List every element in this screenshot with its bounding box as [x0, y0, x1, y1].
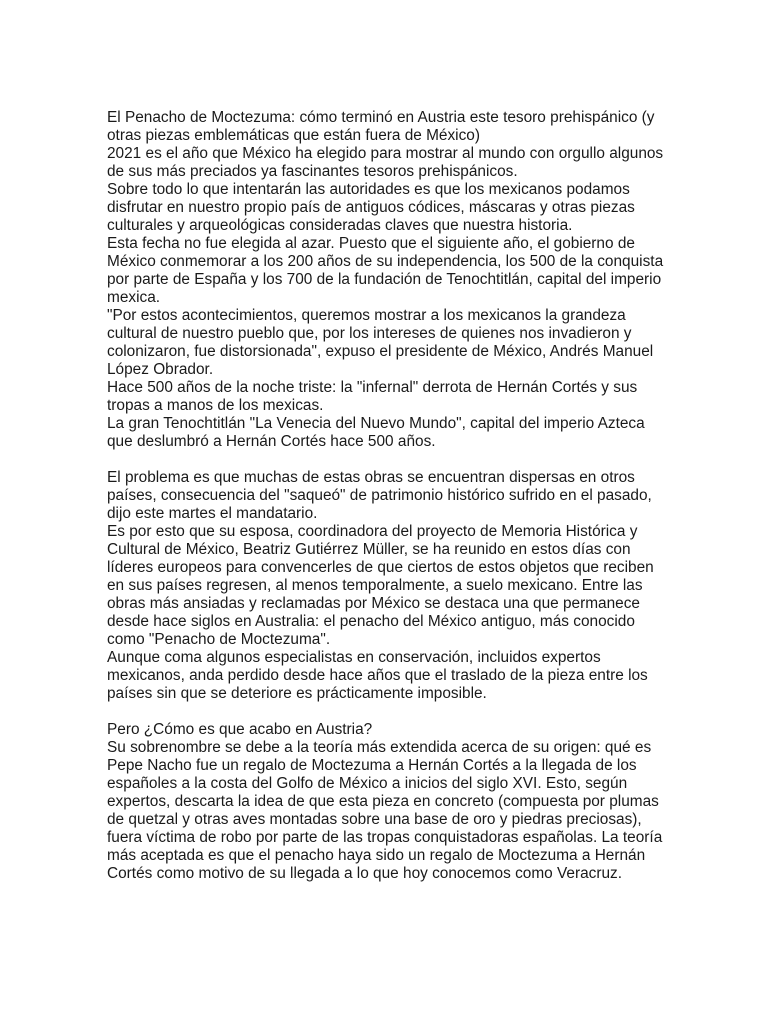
- text-line: de quetzal y otras aves montadas sobre una base de oro y piedras preciosas),: [107, 811, 642, 828]
- text-line: países, consecuencia del "saqueó" de patrimonio histórico sufrido en el pasado,: [107, 487, 652, 504]
- text-line: en sus países regresen, al menos temporalmente, a suelo mexicano. Entre las: [107, 577, 643, 594]
- paragraph-gap: [107, 703, 655, 721]
- paragraph-gap: [107, 451, 655, 469]
- document-title: [107, 109, 655, 145]
- text-line: El problema es que muchas de estas obras se encuentran dispersas en otros: [107, 469, 635, 486]
- text-line: desde hace siglos en Australia: el penacho del México antiguo, más conocido: [107, 613, 635, 630]
- text-line: mexicanos, anda perdido desde hace años que el traslado de la pieza entre los: [107, 667, 648, 684]
- text-line: culturales y arqueológicas consideradas claves que nuestra historia.: [107, 217, 573, 234]
- text-line: Su sobrenombre se debe a la teoría más extendida acerca de su origen: qué es: [107, 739, 652, 756]
- text-line: líderes europeos para convencerles de que ciertos de estos objetos que reciben: [107, 559, 654, 576]
- text-line: países sin que se deteriore es prácticamente imposible.: [107, 685, 487, 702]
- document-page: [107, 109, 664, 883]
- text-line: que deslumbró a Hernán Cortés hace 500 años.: [107, 433, 436, 450]
- text-line: Cultural de México, Beatriz Gutiérrez Müller, se ha reunido en estos días con: [107, 541, 631, 558]
- text-line: otras piezas emblemáticas que están fuera de México): [107, 127, 480, 144]
- text-line: mexica.: [107, 289, 161, 306]
- text-line: de sus más preciados ya fascinantes tesoros prehispánicos.: [107, 163, 518, 180]
- text-line: obras más ansiadas y reclamadas por México se destaca una que permanece: [107, 595, 640, 612]
- text-line: Hace 500 años de la noche triste: la "infernal" derrota de Hernán Cortés y sus: [107, 379, 638, 396]
- text-line: El Penacho de Moctezuma: cómo terminó en Austria este tesoro prehispánico (y: [107, 109, 655, 126]
- text-line: españoles a la costa del Golfo de México a inicios del siglo XVI. Esto, según: [107, 775, 628, 792]
- paragraph-block-1: [107, 145, 664, 451]
- text-line: por parte de España y los 700 de la fundación de Tenochtitlán, capital del imperio: [107, 271, 662, 288]
- text-line: Aunque coma algunos especialistas en conservación, incluidos expertos: [107, 649, 601, 666]
- text-line: Pero ¿Cómo es que acabo en Austria?: [107, 721, 373, 738]
- text-line: 2021 es el año que México ha elegido para mostrar al mundo con orgullo algunos: [107, 145, 664, 162]
- text-line: La gran Tenochtitlán "La Venecia del Nuevo Mundo", capital del imperio Azteca: [107, 415, 645, 432]
- text-line: Pepe Nacho fue un regalo de Moctezuma a Hernán Cortés a la llegada de los: [107, 757, 637, 774]
- text-line: disfrutar en nuestro propio país de antiguos códices, máscaras y otras piezas: [107, 199, 635, 216]
- paragraph-block-2: [107, 469, 655, 703]
- text-line: cultural de nuestro pueblo que, por los intereses de quienes nos invadieron y: [107, 325, 632, 342]
- text-line: "Por estos acontecimientos, queremos mostrar a los mexicanos la grandeza: [107, 307, 626, 324]
- text-line: Cortés como motivo de su llegada a lo que hoy conocemos como Veracruz.: [107, 865, 622, 882]
- text-line: Esta fecha no fue elegida al azar. Puesto que el siguiente año, el gobierno de: [107, 235, 635, 252]
- text-line: expertos, descarta la idea de que esta pieza en concreto (compuesta por plumas: [107, 793, 659, 810]
- text-line: Sobre todo lo que intentarán las autoridades es que los mexicanos podamos: [107, 181, 630, 198]
- paragraph-block-3: [107, 721, 663, 883]
- text-line: dijo este martes el mandatario.: [107, 505, 318, 522]
- text-line: Es por esto que su esposa, coordinadora del proyecto de Memoria Histórica y: [107, 523, 638, 540]
- text-line: colonizaron, fue distorsionada", expuso el presidente de México, Andrés Manuel: [107, 343, 654, 360]
- text-line: López Obrador.: [107, 361, 214, 378]
- text-line: más aceptada es que el penacho haya sido un regalo de Moctezuma a Hernán: [107, 847, 646, 864]
- text-line: como "Penacho de Moctezuma".: [107, 631, 331, 648]
- text-line: fuera víctima de robo por parte de las tropas conquistadoras españolas. La teoría: [107, 829, 663, 846]
- text-line: tropas a manos de los mexicas.: [107, 397, 324, 414]
- text-line: México conmemorar a los 200 años de su independencia, los 500 de la conquista: [107, 253, 664, 270]
